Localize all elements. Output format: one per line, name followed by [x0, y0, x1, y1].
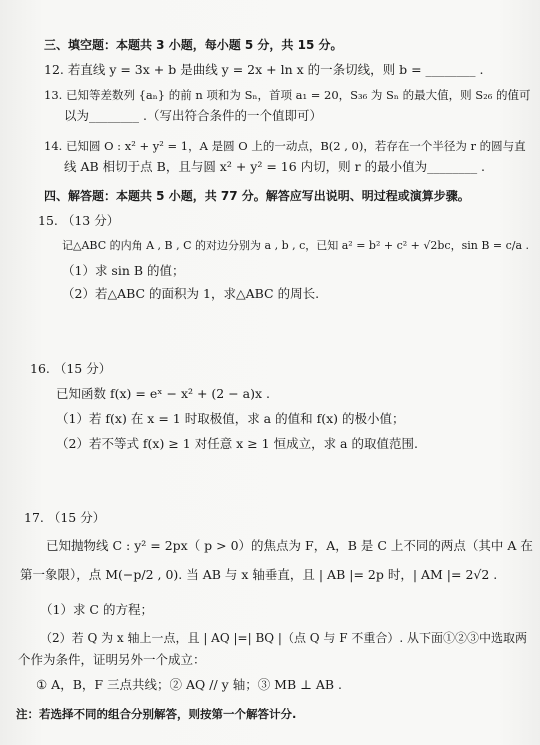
question-16-part-2: （2）若不等式 f(x) ≥ 1 对任意 x ≥ 1 恒成立，求 a 的取值范围. [56, 436, 418, 451]
question-14-line-1: 14. 已知圆 O : x² + y² = 1，A 是圆 O 上的一动点，B(2 , 0)，若存在一个半径为 r 的圆与直 [44, 139, 526, 153]
scoring-note: 注：若选择不同的组合分别解答，则按第一个解答计分. [16, 707, 297, 721]
section-four-heading: 四、解答题：本题共 5 小题，共 77 分。解答应写出说明、明过程或演算步骤。 [44, 189, 470, 203]
question-13-line-1: 13. 已知等差数列 {aₙ} 的前 n 项和为 Sₙ，首项 a₁ = 20，S₃₆ 为 Sₙ 的最大值，则 S₂₆ 的值可 [44, 88, 531, 102]
section-three-heading: 三、填空题：本题共 3 小题，每小题 5 分，共 15 分。 [44, 38, 343, 52]
question-16-stem: 已知函数 f(x) = eˣ − x² + (2 − a)x . [56, 386, 270, 401]
question-17-part-2-line-2: 个作为条件，证明另外一个成立： [18, 652, 206, 667]
question-16-header: 16. （15 分） [30, 361, 112, 376]
question-17-stem-line-2: 第一象限），点 M(−p/2 , 0). 当 AB 与 x 轴垂直，且 | AB |= 2p 时，| AM |= 2√2 . [20, 567, 498, 582]
question-17-header: 17. （15 分） [24, 510, 106, 525]
question-17-stem-line-1: 已知抛物线 C : y² = 2px（ p > 0）的焦点为 F，A，B 是 C 上不同的两点（其中 A 在 [46, 538, 533, 553]
question-14-line-2: 线 AB 相切于点 B，且与圆 x² + y² = 16 内切，则 r 的最小值为________ . [64, 159, 486, 174]
question-15-part-1: （1）求 sin B 的值； [62, 263, 185, 278]
question-17-part-1: （1）求 C 的方程； [40, 602, 153, 617]
question-13-line-2: 以为________ .（写出符合条件的一个值即可） [64, 108, 322, 123]
question-17-options: ① A，B，F 三点共线；② AQ // y 轴；③ MB ⊥ AB . [36, 677, 343, 692]
question-12: 12. 若直线 y = 3x + b 是曲线 y = 2x + ln x 的一条切线，则 b = ________ . [44, 62, 484, 77]
question-15-header: 15. （13 分） [38, 213, 120, 228]
question-15-stem: 记△ABC 的内角 A , B , C 的对边分别为 a , b , c，已知 a² = b² + c² + √2bc，sin B = c/a . [62, 239, 530, 252]
question-15-part-2: （2）若△ABC 的面积为 1，求△ABC 的周长. [62, 286, 320, 301]
question-16-part-1: （1）若 f(x) 在 x = 1 时取极值，求 a 的值和 f(x) 的极小值； [56, 411, 405, 426]
question-17-part-2-line-1: （2）若 Q 为 x 轴上一点，且 | AQ |=| BQ |（点 Q 与 F 不重合）. 从下面①②③中选取两 [40, 631, 528, 645]
